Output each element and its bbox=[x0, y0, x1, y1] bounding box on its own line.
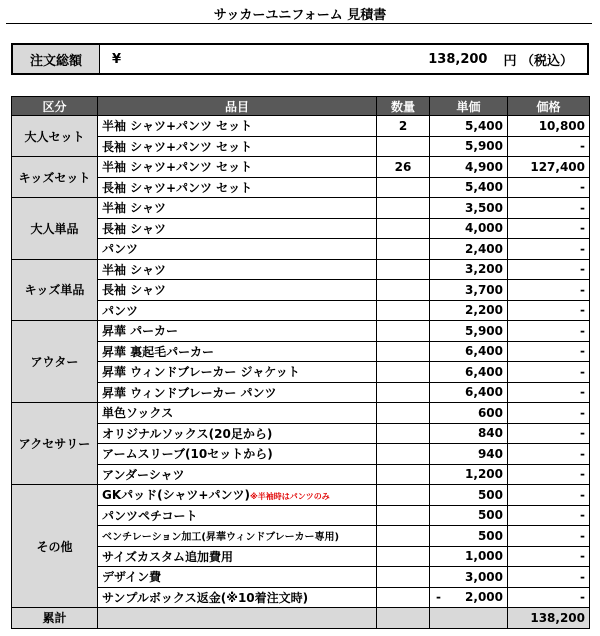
total-row bbox=[12, 608, 590, 629]
qty-cell[interactable] bbox=[377, 546, 430, 567]
price-cell: 127,400 bbox=[508, 157, 590, 178]
table-row bbox=[12, 116, 590, 137]
unit-price-cell: 3,200 bbox=[430, 259, 508, 280]
item-cell: アームスリーブ(10セットから) bbox=[98, 444, 377, 465]
unit-price-cell: 4,000 bbox=[430, 218, 508, 239]
table-row bbox=[12, 403, 590, 424]
price-cell: - bbox=[508, 587, 590, 608]
item-cell: 昇華 ウィンドブレーカー パンツ bbox=[98, 382, 377, 403]
qty-cell[interactable] bbox=[377, 198, 430, 219]
item-cell: オリジナルソックス(20足から) bbox=[98, 423, 377, 444]
item-cell: デザイン費 bbox=[98, 567, 377, 588]
header-item: 品目 bbox=[98, 97, 377, 116]
item-cell: 単色ソックス bbox=[98, 403, 377, 424]
table-row bbox=[12, 259, 590, 280]
qty-cell[interactable]: 26 bbox=[377, 157, 430, 178]
qty-cell[interactable] bbox=[377, 567, 430, 588]
unit-price-cell: 5,400 bbox=[430, 116, 508, 137]
total-label: 累計 bbox=[12, 608, 98, 629]
price-cell: - bbox=[508, 423, 590, 444]
total-empty-unit bbox=[430, 608, 508, 629]
price-cell: - bbox=[508, 382, 590, 403]
qty-cell[interactable] bbox=[377, 423, 430, 444]
total-empty-qty bbox=[377, 608, 430, 629]
total-value: 138,200 bbox=[508, 608, 590, 629]
table-row bbox=[12, 362, 590, 383]
qty-cell[interactable] bbox=[377, 259, 430, 280]
minus-sign: - bbox=[436, 590, 441, 605]
price-cell: - bbox=[508, 177, 590, 198]
unit-price-cell: 840 bbox=[430, 423, 508, 444]
table-row bbox=[12, 382, 590, 403]
unit-price-cell: 500 bbox=[430, 505, 508, 526]
category-other: その他 bbox=[12, 485, 98, 608]
qty-cell[interactable] bbox=[377, 526, 430, 547]
order-total-value bbox=[172, 45, 587, 73]
unit-price-cell: 5,900 bbox=[430, 321, 508, 342]
item-note: ※半袖時はパンツのみ bbox=[249, 492, 330, 502]
order-total-amount: 138,200 bbox=[428, 51, 488, 67]
price-cell: - bbox=[508, 300, 590, 321]
price-cell: - bbox=[508, 485, 590, 506]
item-cell: サンプルボックス返金(※10着注文時) bbox=[98, 587, 377, 608]
item-cell: 長袖 シャツ bbox=[98, 280, 377, 301]
unit-price-cell: 4,900 bbox=[430, 157, 508, 178]
unit-price-cell bbox=[430, 587, 508, 608]
table-row bbox=[12, 300, 590, 321]
item-label: GKパッド(シャツ+パンツ) bbox=[102, 488, 250, 503]
item-cell: 長袖 シャツ+パンツ セット bbox=[98, 136, 377, 157]
qty-cell[interactable] bbox=[377, 239, 430, 260]
qty-cell[interactable] bbox=[377, 280, 430, 301]
unit-price-cell: 2,400 bbox=[430, 239, 508, 260]
qty-cell[interactable] bbox=[377, 218, 430, 239]
item-cell: 昇華 パーカー bbox=[98, 321, 377, 342]
category-adult-set: 大人セット bbox=[12, 116, 98, 157]
table-row bbox=[12, 587, 590, 608]
price-cell: 10,800 bbox=[508, 116, 590, 137]
item-cell: 長袖 シャツ bbox=[98, 218, 377, 239]
unit-price-value: 2,000 bbox=[465, 590, 503, 605]
category-kids-single: キッズ単品 bbox=[12, 259, 98, 321]
unit-price-cell: 3,700 bbox=[430, 280, 508, 301]
table-row bbox=[12, 341, 590, 362]
table-row bbox=[12, 567, 590, 588]
price-cell: - bbox=[508, 444, 590, 465]
item-cell: 半袖 シャツ+パンツ セット bbox=[98, 116, 377, 137]
unit-price-cell: 3,500 bbox=[430, 198, 508, 219]
table-row bbox=[12, 198, 590, 219]
price-cell: - bbox=[508, 341, 590, 362]
unit-price-cell: 5,900 bbox=[430, 136, 508, 157]
qty-cell[interactable] bbox=[377, 136, 430, 157]
item-cell: パンツ bbox=[98, 300, 377, 321]
item-cell: 長袖 シャツ+パンツ セット bbox=[98, 177, 377, 198]
qty-cell[interactable] bbox=[377, 444, 430, 465]
qty-cell[interactable]: 2 bbox=[377, 116, 430, 137]
unit-price-cell: 5,400 bbox=[430, 177, 508, 198]
item-cell: 昇華 ウィンドブレーカー ジャケット bbox=[98, 362, 377, 383]
qty-cell[interactable] bbox=[377, 485, 430, 506]
table-row bbox=[12, 280, 590, 301]
item-cell: パンツ bbox=[98, 239, 377, 260]
qty-cell[interactable] bbox=[377, 341, 430, 362]
item-cell bbox=[98, 485, 377, 506]
table-row bbox=[12, 177, 590, 198]
qty-cell[interactable] bbox=[377, 177, 430, 198]
unit-price-cell: 1,200 bbox=[430, 464, 508, 485]
category-outer: アウター bbox=[12, 321, 98, 403]
table-row bbox=[12, 546, 590, 567]
table-row bbox=[12, 526, 590, 547]
item-cell: サイズカスタム追加費用 bbox=[98, 546, 377, 567]
category-accessory: アクセサリー bbox=[12, 403, 98, 485]
estimate-table bbox=[11, 96, 590, 629]
price-cell: - bbox=[508, 136, 590, 157]
qty-cell[interactable] bbox=[377, 362, 430, 383]
header-unit-price: 単価 bbox=[430, 97, 508, 116]
item-cell: パンツペチコート bbox=[98, 505, 377, 526]
price-cell: - bbox=[508, 464, 590, 485]
order-total-label: 注文総額 bbox=[13, 45, 100, 73]
unit-price-cell: 1,000 bbox=[430, 546, 508, 567]
unit-price-cell: 500 bbox=[430, 526, 508, 547]
header-qty: 数量 bbox=[377, 97, 430, 116]
category-kids-set: キッズセット bbox=[12, 157, 98, 198]
price-cell: - bbox=[508, 526, 590, 547]
order-total-unit: 円 （税込） bbox=[503, 53, 573, 69]
price-cell: - bbox=[508, 218, 590, 239]
table-header-row bbox=[12, 97, 590, 116]
table-row bbox=[12, 157, 590, 178]
unit-price-cell: 3,000 bbox=[430, 567, 508, 588]
category-adult-single: 大人単品 bbox=[12, 198, 98, 260]
table-row bbox=[12, 218, 590, 239]
item-cell: 半袖 シャツ+パンツ セット bbox=[98, 157, 377, 178]
item-cell: 昇華 裏起毛パーカー bbox=[98, 341, 377, 362]
item-cell: 半袖 シャツ bbox=[98, 259, 377, 280]
unit-price-cell: 6,400 bbox=[430, 382, 508, 403]
price-cell: - bbox=[508, 505, 590, 526]
table-row bbox=[12, 239, 590, 260]
price-cell: - bbox=[508, 567, 590, 588]
header-price: 価格 bbox=[508, 97, 590, 116]
qty-cell[interactable] bbox=[377, 300, 430, 321]
price-cell: - bbox=[508, 546, 590, 567]
qty-cell[interactable] bbox=[377, 321, 430, 342]
qty-cell[interactable] bbox=[377, 464, 430, 485]
table-row bbox=[12, 505, 590, 526]
document-title: サッカーユニフォーム 見積書 bbox=[213, 8, 387, 23]
qty-cell[interactable] bbox=[377, 403, 430, 424]
table-row bbox=[12, 464, 590, 485]
item-cell: アンダーシャツ bbox=[98, 464, 377, 485]
price-cell: - bbox=[508, 321, 590, 342]
price-cell: - bbox=[508, 198, 590, 219]
qty-cell[interactable] bbox=[377, 587, 430, 608]
qty-cell[interactable] bbox=[377, 505, 430, 526]
table-row bbox=[12, 485, 590, 506]
unit-price-cell: 600 bbox=[430, 403, 508, 424]
table-row bbox=[12, 136, 590, 157]
table-row bbox=[12, 321, 590, 342]
price-cell: - bbox=[508, 362, 590, 383]
table-row bbox=[12, 423, 590, 444]
qty-cell[interactable] bbox=[377, 382, 430, 403]
total-empty-item bbox=[98, 608, 377, 629]
price-cell: - bbox=[508, 239, 590, 260]
title-underline bbox=[6, 23, 592, 24]
price-cell: - bbox=[508, 403, 590, 424]
unit-price-cell: 6,400 bbox=[430, 341, 508, 362]
unit-price-cell: 6,400 bbox=[430, 362, 508, 383]
item-cell: ベンチレーション加工(昇華ウィンドブレーカー専用) bbox=[98, 526, 377, 547]
unit-price-cell: 940 bbox=[430, 444, 508, 465]
unit-price-cell: 2,200 bbox=[430, 300, 508, 321]
unit-price-cell: 500 bbox=[430, 485, 508, 506]
order-total-box bbox=[11, 43, 589, 75]
item-cell: 半袖 シャツ bbox=[98, 198, 377, 219]
currency-symbol: ¥ bbox=[112, 51, 122, 67]
table-row bbox=[12, 444, 590, 465]
price-cell: - bbox=[508, 259, 590, 280]
header-category: 区分 bbox=[12, 97, 98, 116]
price-cell: - bbox=[508, 280, 590, 301]
